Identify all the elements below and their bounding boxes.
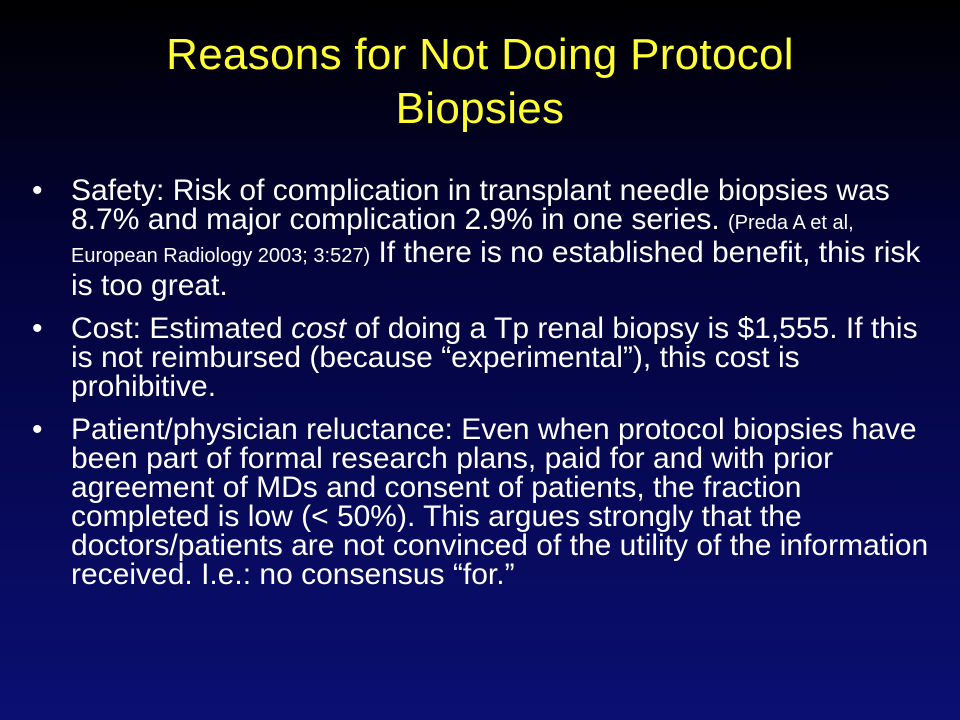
bullet-safety-text-end: If there is no established benefit, this risk is too great. — [71, 236, 921, 302]
bullet-cost-text-end: of doing a Tp renal biopsy is $1,555. If this is not reimbursed (because “experimental”), this cost is prohibitive. — [71, 312, 918, 403]
bullet-reluctance-text: Patient/physician reluctance: Even when protocol biopsies have been part of formal research plans, paid for and with prior agreement of MDs and consent of patients, the fraction completed is low (< 50%). This argues strongly that the doctors/patients are not convinced of the utility of the information received. I.e.: no consensus “for.” — [71, 413, 929, 591]
bullet-cost-text: Cost: Estimated — [71, 312, 292, 345]
bullet-safety-citation: (Preda A et al, European Radiology 2003; 3:527) — [71, 212, 854, 267]
bullet-cost-emphasis: cost — [291, 312, 347, 345]
slide-title-line2: Biopsies — [395, 84, 565, 133]
bullet-list — [30, 176, 935, 603]
slide-title — [60, 28, 900, 136]
bullet-cost — [30, 314, 935, 401]
bullet-safety — [30, 176, 935, 300]
bullet-marker: • — [32, 413, 43, 446]
bullet-reluctance — [30, 415, 935, 589]
slide-title-line1: Reasons for Not Doing Protocol — [166, 30, 794, 79]
bullet-marker: • — [32, 312, 43, 345]
bullet-marker: • — [32, 174, 43, 207]
bullet-safety-text: Safety: Risk of complication in transplant needle biopsies was 8.7% and major complication 2.9% in one series. — [71, 174, 890, 236]
